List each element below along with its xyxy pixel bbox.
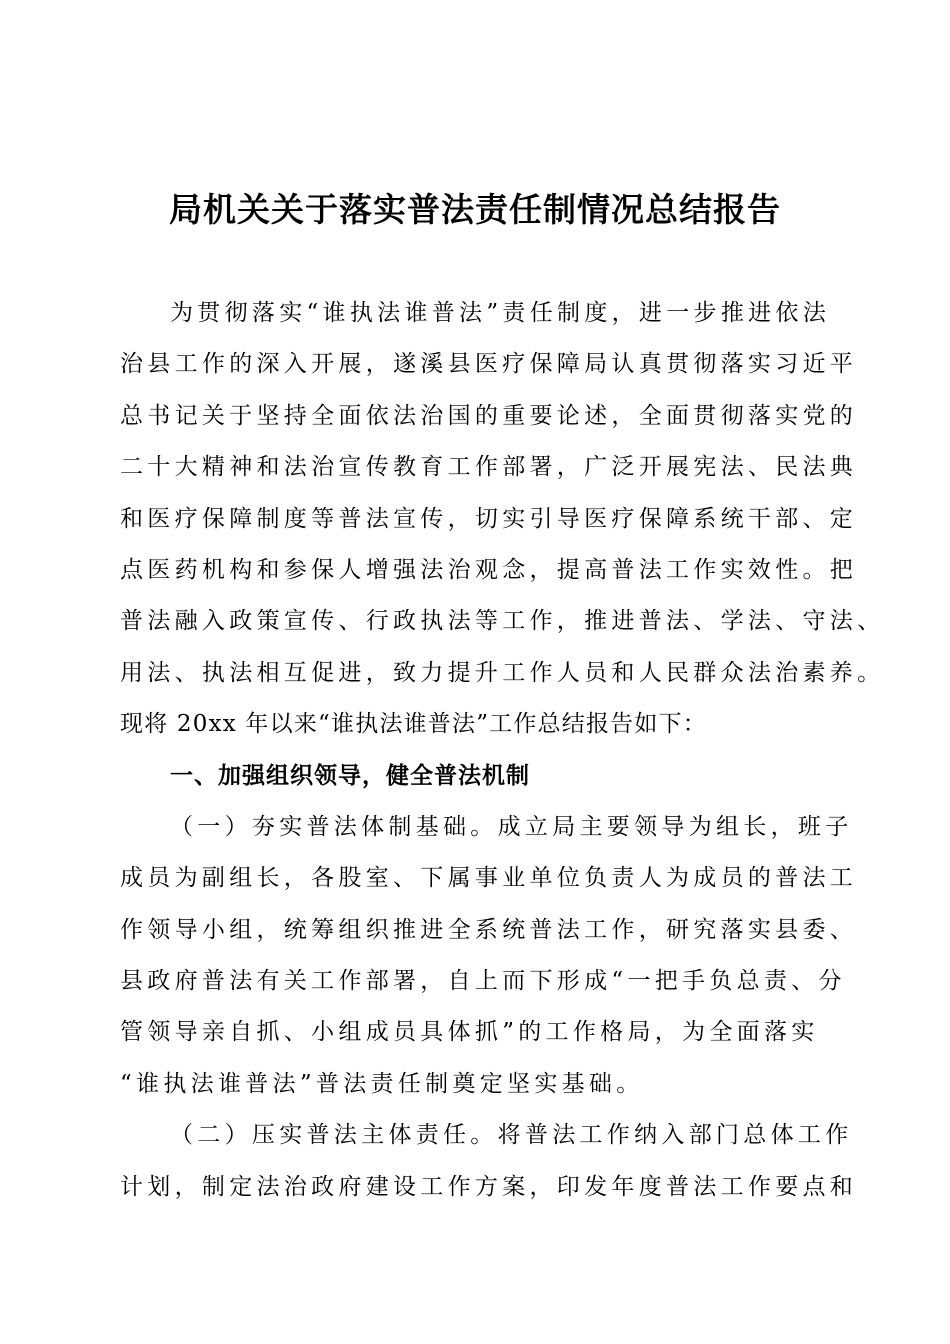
paragraph-line: 为贯彻落实“谁执法谁普法”责任制度，进一步推进依法 [170, 300, 831, 326]
paragraph-line: 点医药机构和参保人增强法治观念，提高普法工作实效性。把 [120, 556, 858, 583]
paragraph-line: 用法、执法相互促进，致力提升工作人员和人民群众法治素养。 [120, 659, 885, 686]
paragraph-line: 管领导亲自抓、小组成员具体抓”的工作格局，为全面落实 [120, 1019, 819, 1046]
paragraph-line: 计划，制定法治政府建设工作方案，印发年度普法工作要点和 [120, 1173, 858, 1200]
document-title: 局机关关于落实普法责任制情况总结报告 [169, 190, 781, 229]
paragraph-line: （一）夯实普法体制基础。成立局主要领导为组长，班子 [170, 813, 853, 840]
paragraph-line: 二十大精神和法治宣传教育工作部署，广泛开展宪法、民法典 [120, 454, 858, 481]
paragraph-line: 成员为副组长，各股室、下属事业单位负责人为成员的普法工 [120, 865, 858, 892]
paragraph-line: 现将 20xx 年以来“谁执法谁普法”工作总结报告如下： [120, 711, 707, 738]
paragraph-line: 治县工作的深入开展，遂溪县医疗保障局认真贯彻落实习近平 [120, 351, 858, 378]
paragraph-line: 县政府普法有关工作部署，自上而下形成“一把手负总责、分 [120, 968, 846, 995]
paragraph-line: 总书记关于坚持全面依法治国的重要论述，全面贯彻落实党的 [120, 402, 858, 429]
paragraph-line: 普法融入政策宣传、行政执法等工作，推进普法、学法、守法、 [120, 608, 885, 635]
paragraph-line: 作领导小组，统筹组织推进全系统普法工作，研究落实县委、 [120, 916, 858, 943]
section-heading: 一、加强组织领导，健全普法机制 [170, 762, 530, 789]
paragraph-line: “谁执法谁普法”普法责任制奠定坚实基础。 [120, 1070, 644, 1097]
paragraph-line: 和医疗保障制度等普法宣传，切实引导医疗保障系统干部、定 [120, 505, 858, 532]
document-body [120, 288, 885, 1213]
paragraph-line: （二）压实普法主体责任。将普法工作纳入部门总体工作 [170, 1122, 853, 1149]
